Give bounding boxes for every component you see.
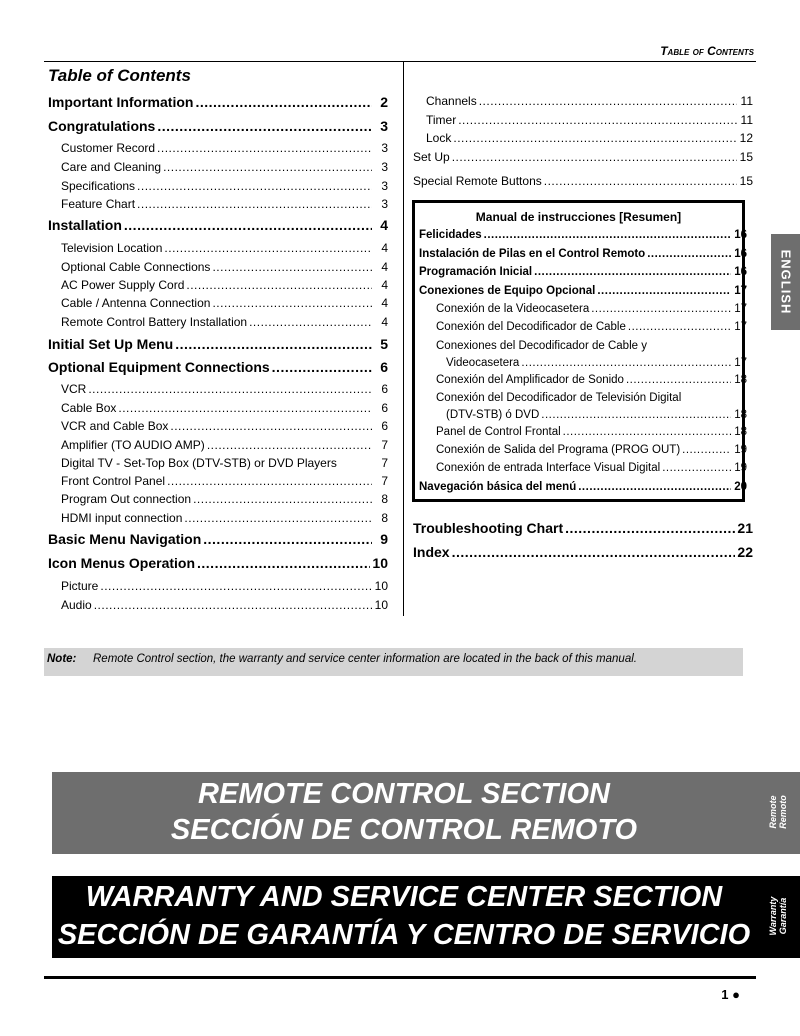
- toc-entry: [419, 285, 747, 297]
- toc-entry-label: Congratulations: [48, 118, 156, 134]
- toc-entry: [61, 492, 388, 506]
- toc-entry-label: Front Control Panel: [61, 474, 166, 488]
- toc-entry: [436, 426, 747, 438]
- toc-entry: [61, 160, 388, 174]
- toc-entry-page: 9: [380, 531, 388, 547]
- toc-entry: [61, 511, 388, 525]
- toc-entry-label: Conexión de entrada Interface Visual Digital: [436, 462, 661, 474]
- toc-entry-page: 16: [734, 229, 747, 241]
- toc-entry-page: 6: [380, 359, 388, 375]
- toc-entry-page: 3: [380, 118, 388, 134]
- toc-entry-label: Program Out connection: [61, 492, 192, 506]
- toc-entry-label: Care and Cleaning: [61, 160, 162, 174]
- toc-entry-page: 3: [381, 141, 388, 155]
- english-language-tab: ENGLISH: [771, 234, 800, 330]
- toc-entry-label: Conexiones de Equipo Opcional: [419, 285, 596, 297]
- toc-entry-label: Cable Box: [61, 401, 117, 415]
- warranty-tab-line2: Garantía: [778, 897, 788, 935]
- toc-entry: [413, 520, 753, 536]
- toc-entry: [61, 141, 388, 155]
- toc-entry: [61, 579, 388, 593]
- toc-entry-page: 19: [734, 462, 747, 474]
- warranty-section-title-es: SECCIÓN DE GARANTÍA Y CENTRO DE SERVICIO: [57, 919, 751, 951]
- toc-entry: [426, 131, 753, 145]
- toc-entry-label: Special Remote Buttons: [413, 174, 542, 188]
- toc-entry-label: Installation: [48, 217, 122, 233]
- toc-entry: [61, 296, 388, 310]
- toc-entry-page: 4: [381, 278, 388, 292]
- toc-entry-label: Initial Set Up Menu: [48, 336, 174, 352]
- toc-entry-page: 18: [734, 409, 747, 421]
- toc-entry-page: 17: [734, 285, 747, 297]
- toc-entry-label: Conexión de la Videocasetera: [436, 303, 590, 315]
- toc-entry: [48, 555, 388, 571]
- remote-tab-line2: Remoto: [778, 795, 788, 829]
- warranty-tab-line1: Warranty: [768, 896, 778, 936]
- toc-entry-label: Troubleshooting Chart: [413, 520, 564, 536]
- toc-entry-label: Conexión del Decodificador de Televisión Digital: [436, 392, 682, 404]
- toc-entry-page: 20: [734, 481, 747, 493]
- toc-entry: [436, 462, 747, 474]
- toc-entry-label: VCR and Cable Box: [61, 419, 169, 433]
- toc-entry: [61, 456, 388, 470]
- toc-entry-label: Lock: [426, 131, 452, 145]
- toc-entry: [48, 531, 388, 547]
- toc-entry: [61, 241, 388, 255]
- toc-entry: [48, 118, 388, 134]
- toc-entry-label: Panel de Control Frontal: [436, 426, 561, 438]
- toc-entry: [48, 94, 388, 110]
- toc-entry-label: Felicidades: [419, 229, 482, 241]
- toc-entry-label: Picture: [61, 579, 99, 593]
- toc-entry: [61, 382, 388, 396]
- toc-entry-label: Television Location: [61, 241, 163, 255]
- toc-entry-label: Audio: [61, 598, 92, 612]
- toc-entry: [436, 392, 747, 404]
- toc-entry: [426, 113, 753, 127]
- toc-entry: [436, 374, 747, 386]
- toc-entry-label: Timer: [426, 113, 457, 127]
- toc-entry-page: 17: [734, 321, 747, 333]
- toc-entry: [61, 474, 388, 488]
- toc-entry-page: 3: [381, 179, 388, 193]
- running-header: Table of Contents: [660, 44, 754, 58]
- toc-entry: [436, 340, 747, 352]
- toc-entry-label: Basic Menu Navigation: [48, 531, 202, 547]
- toc-entry-label-cont: Videocasetera: [446, 357, 520, 369]
- toc-entry-page: 16: [734, 266, 747, 278]
- toc-entry: [413, 174, 753, 188]
- toc-entry-label: VCR: [61, 382, 87, 396]
- toc-entry-page: 15: [739, 174, 753, 188]
- toc-entry-page: 10: [374, 598, 388, 612]
- toc-entry-label: Specifications: [61, 179, 136, 193]
- remote-section-title-en: REMOTE CONTROL SECTION: [198, 778, 610, 810]
- spanish-summary-title: Manual de instrucciones [Resumen]: [475, 210, 682, 224]
- toc-entry-page: 15: [739, 150, 753, 164]
- toc-entry-label-cont: (DTV-STB) ó DVD: [446, 409, 540, 421]
- toc-entry-page: 4: [381, 296, 388, 310]
- toc-entry-page: 4: [381, 260, 388, 274]
- toc-entry: [413, 150, 753, 164]
- toc-entry-label: AC Power Supply Cord: [61, 278, 185, 292]
- toc-entry-page: 22: [737, 544, 753, 560]
- toc-entry-page: 11: [740, 94, 753, 108]
- note-bar: [44, 648, 743, 676]
- toc-entry: [48, 336, 388, 352]
- toc-entry-page: 6: [381, 401, 388, 415]
- toc-entry-page: 17: [734, 357, 747, 369]
- toc-entry: [48, 217, 388, 233]
- toc-entry: [61, 438, 388, 452]
- toc-entry-label: Feature Chart: [61, 197, 136, 211]
- toc-entry: [436, 321, 747, 333]
- toc-entry-label: Cable / Antenna Connection: [61, 296, 211, 310]
- warranty-section-title-en: WARRANTY AND SERVICE CENTER SECTION: [85, 881, 723, 913]
- toc-entry-label: Digital TV - Set-Top Box (DTV-STB) or DVD Players: [61, 456, 337, 470]
- toc-entry-page: 10: [374, 579, 388, 593]
- toc-entry: [436, 303, 747, 315]
- toc-entry: [426, 94, 753, 108]
- toc-entry-page: 6: [381, 382, 388, 396]
- column-divider: [403, 61, 404, 616]
- remote-control-section-banner: [52, 772, 800, 854]
- toc-entry: [61, 179, 388, 193]
- remote-section-title-es: SECCIÓN DE CONTROL REMOTO: [170, 814, 638, 846]
- toc-entry-page: 12: [739, 131, 753, 145]
- warranty-section-banner: [52, 876, 800, 958]
- toc-entry-page: 21: [737, 520, 753, 536]
- toc-entry-page: 7: [381, 474, 388, 488]
- page-number: 1 ●: [721, 987, 740, 1002]
- toc-entry-page: 3: [381, 197, 388, 211]
- toc-entry-label: Programación Inicial: [419, 266, 533, 278]
- toc-entry-page: 18: [734, 374, 747, 386]
- toc-entry: [413, 544, 753, 560]
- toc-entry-label: Optional Equipment Connections: [48, 359, 270, 375]
- toc-entry: [436, 444, 747, 456]
- toc-entry-continuation: [446, 357, 747, 369]
- remote-tab-line1: Remote: [768, 795, 778, 829]
- toc-entry-page: 4: [380, 217, 388, 233]
- toc-entry: [48, 359, 388, 375]
- toc-entry: [61, 278, 388, 292]
- toc-entry-page: 7: [381, 438, 388, 452]
- toc-entry: [419, 229, 747, 241]
- toc-entry: [61, 419, 388, 433]
- note-text: Remote Control section, the warranty and service center information are located in the back of this manual.: [93, 653, 637, 665]
- toc-entry: [419, 481, 747, 493]
- footer-rule: [44, 976, 756, 979]
- toc-entry-page: 3: [381, 160, 388, 174]
- toc-entry-label: Icon Menus Operation: [48, 555, 196, 571]
- toc-entry: [61, 260, 388, 274]
- toc-entry: [419, 266, 747, 278]
- toc-entry-page: 10: [372, 555, 388, 571]
- toc-entry-page: 5: [380, 336, 388, 352]
- toc-entry-continuation: [446, 409, 747, 421]
- toc-entry-label: Index: [413, 544, 450, 560]
- toc-entry-page: 4: [381, 315, 388, 329]
- remote-section-tab: [756, 772, 800, 854]
- toc-entry-label: Customer Record: [61, 141, 156, 155]
- toc-entry-label: Set Up: [413, 150, 450, 164]
- note-label: Note:: [47, 653, 77, 665]
- toc-entry-page: 6: [381, 419, 388, 433]
- toc-entry: [61, 315, 388, 329]
- toc-title: Table of Contents: [48, 66, 191, 85]
- toc-entry-label: Conexiones del Decodificador de Cable y: [436, 340, 647, 352]
- toc-entry-page: 18: [734, 426, 747, 438]
- toc-entry-label: Amplifier (TO AUDIO AMP): [61, 438, 205, 452]
- toc-entry-label: Important Information: [48, 94, 194, 110]
- header-rule: [44, 61, 756, 62]
- toc-entry-label: Instalación de Pilas en el Control Remoto: [419, 248, 646, 260]
- toc-entry-page: 4: [381, 241, 388, 255]
- toc-entry-page: 17: [734, 303, 747, 315]
- toc-entry-page: 8: [381, 492, 388, 506]
- toc-entry-label: Conexión del Amplificador de Sonido: [436, 374, 624, 386]
- toc-entry-label: Channels: [426, 94, 477, 108]
- toc-entry-label: Optional Cable Connections: [61, 260, 211, 274]
- toc-entry-label: Remote Control Battery Installation: [61, 315, 248, 329]
- toc-entry-label: HDMI input connection: [61, 511, 183, 525]
- toc-entry-page: 19: [734, 444, 747, 456]
- toc-entry-label: Conexión del Decodificador de Cable: [436, 321, 626, 333]
- toc-entry-page: 11: [740, 113, 753, 127]
- toc-entry: [61, 401, 388, 415]
- toc-entry: [419, 248, 747, 260]
- toc-entry-page: 16: [734, 248, 747, 260]
- toc-entry-page: 7: [381, 456, 388, 470]
- toc-entry: [61, 197, 388, 211]
- toc-entry-page: 2: [380, 94, 388, 110]
- toc-entry-label: Conexión de Salida del Programa (PROG OUT): [436, 444, 681, 456]
- toc-entry: [61, 598, 388, 612]
- warranty-section-tab: [756, 876, 800, 958]
- toc-entry-page: 8: [381, 511, 388, 525]
- toc-entry-label: Navegación básica del menú: [419, 481, 577, 493]
